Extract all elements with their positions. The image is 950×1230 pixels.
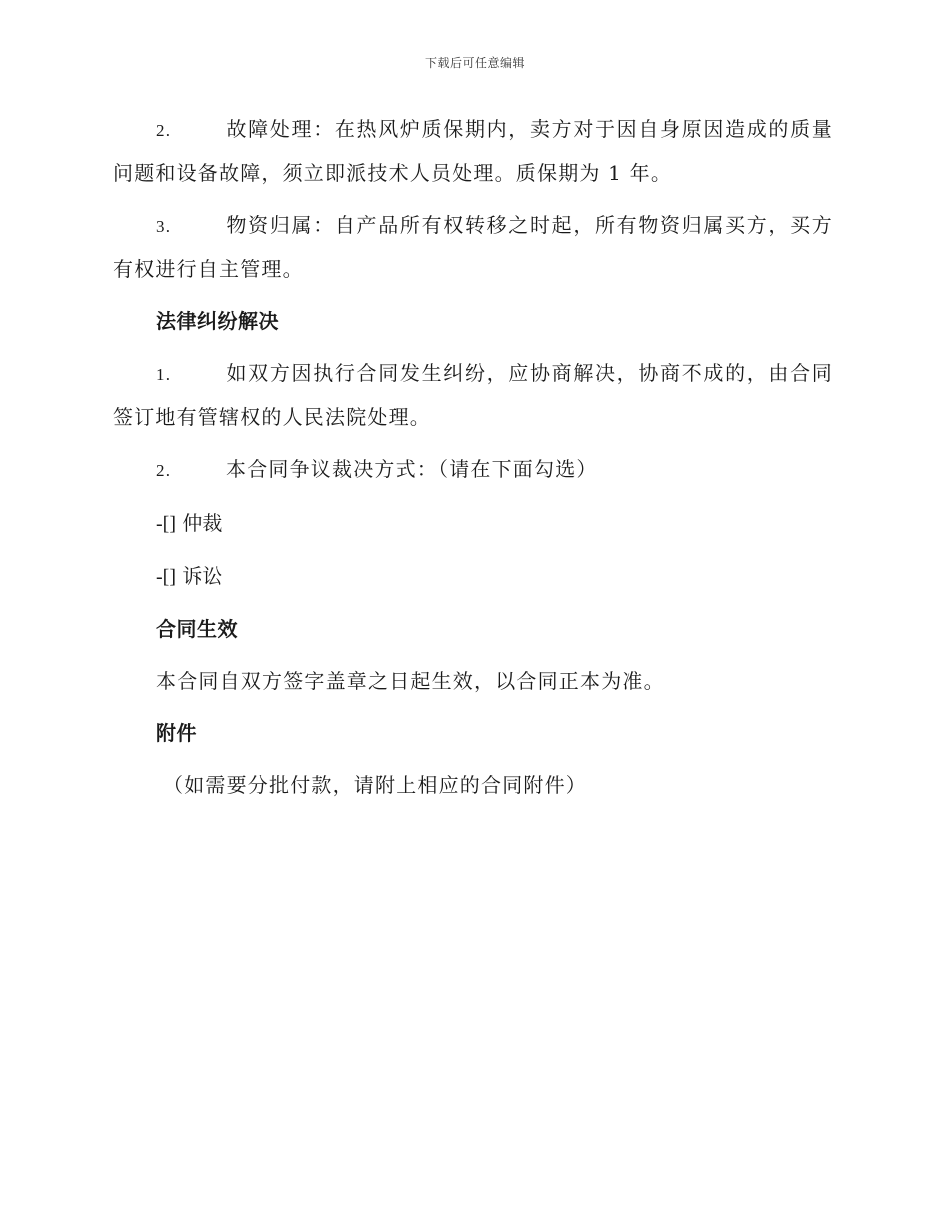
dispute-item-2 — [113, 448, 833, 492]
option-arbitration[interactable] — [156, 502, 833, 545]
item-number: 3. — [156, 217, 172, 236]
checkbox-marker[interactable]: -[] — [156, 513, 176, 535]
effect-text: 本合同自双方签字盖章之日起生效，以合同正本为准。 — [156, 669, 665, 693]
item-text: 如双方因执行合同发生纠纷，应协商解决，协商不成的，由合同签订地有管辖权的人民法院处理。 — [113, 361, 833, 429]
option-label: 仲裁 — [182, 511, 223, 535]
checkbox-marker[interactable]: -[] — [156, 566, 176, 588]
item-number: 1. — [156, 365, 172, 384]
page-header: 下载后可任意编辑 — [424, 56, 525, 70]
section-heading-effect: 合同生效 — [156, 617, 238, 641]
item-text: 故障处理：在热风炉质保期内，卖方对于因自身原因造成的质量问题和设备故障，须立即派技术人员处理。质保期为 1 年。 — [113, 117, 833, 185]
option-litigation[interactable] — [156, 555, 833, 598]
dispute-item-1 — [113, 352, 833, 438]
item-number: 2. — [156, 461, 172, 480]
warranty-item-3 — [113, 204, 833, 290]
attachment-text: （如需要分批付款，请附上相应的合同附件） — [163, 773, 587, 797]
section-heading-attachment: 附件 — [156, 721, 197, 745]
item-number: 2. — [156, 121, 172, 140]
warranty-item-2 — [113, 108, 833, 194]
item-text: 物资归属：自产品所有权转移之时起，所有物资归属买方，买方有权进行自主管理。 — [113, 213, 833, 281]
document-body — [113, 108, 833, 816]
option-label: 诉讼 — [182, 564, 223, 588]
item-text: 本合同争议裁决方式：（请在下面勾选） — [226, 457, 598, 481]
section-heading-dispute: 法律纠纷解决 — [156, 309, 279, 333]
